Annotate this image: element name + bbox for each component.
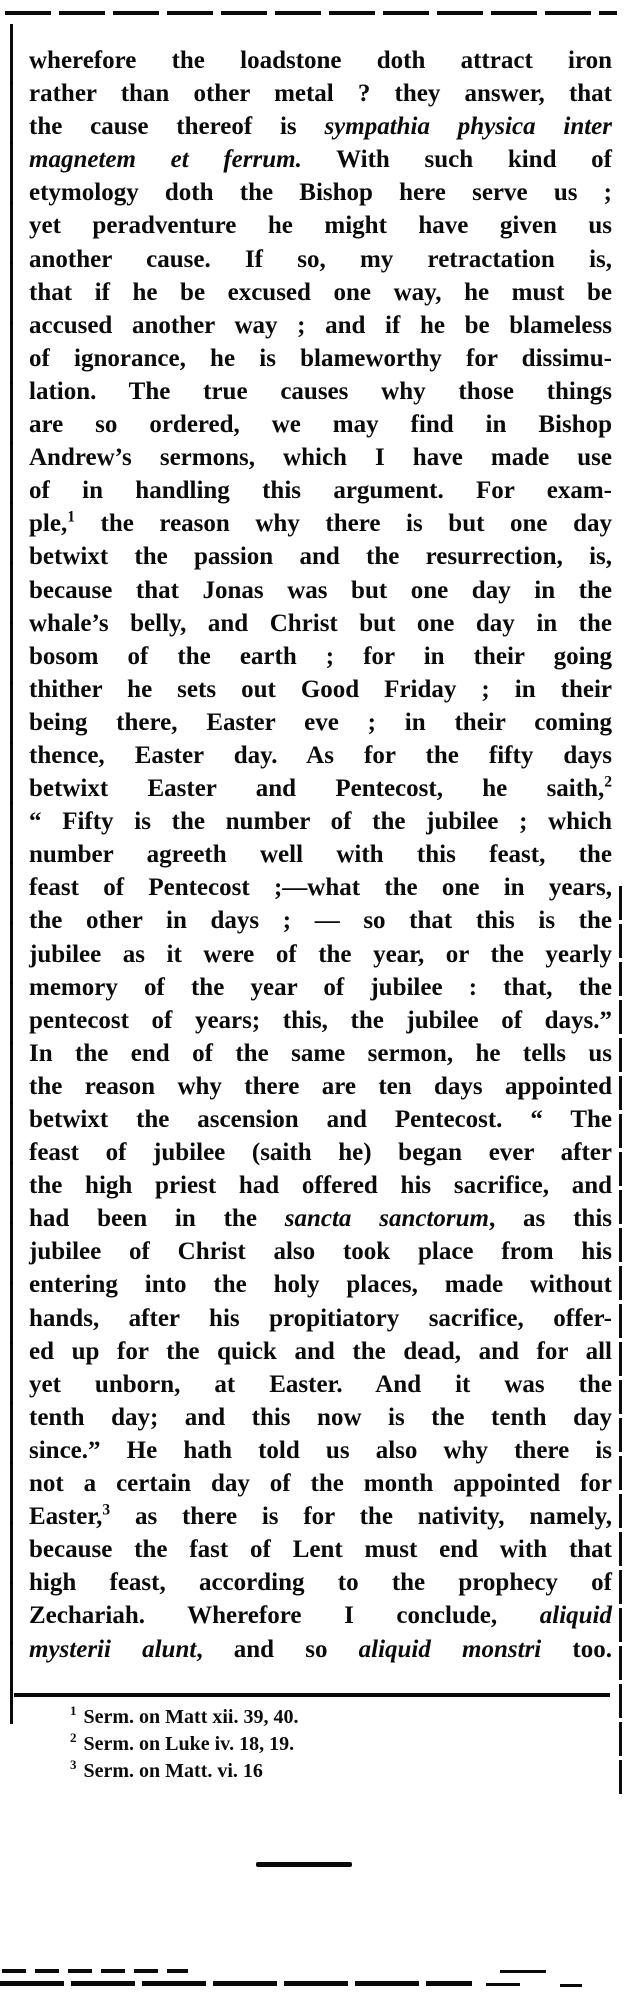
text-line: hands, after his propitiatory sacrifice, offer- [29,1304,612,1332]
text-line: high feast, according to the prophecy of [29,1569,612,1597]
text-line: mysterii alunt, and so aliquid monstri too. [29,1635,612,1663]
footnote-marker: 3 [70,1757,77,1773]
text-line: pentecost of years; this, the jubilee of days.” [29,1006,612,1034]
text-line: ple,$^1$ the reason why there is but one day [29,508,612,538]
footnote-reference: 2 [604,773,612,791]
footnote: $^3$ Serm. on Matt. vi. 16 [70,1757,263,1782]
text-line: the reason why there are ten days appointed [29,1072,612,1100]
text-line: “ Fifty is the number of the jubilee ; which [29,808,612,836]
text-line: memory of the year of jubilee : that, the [29,973,612,1001]
top-border-line [5,11,617,15]
text-line: betwixt Easter and Pentecost, he saith,$^2$ [29,773,612,803]
text-line: ed up for the quick and the dead, and for all [29,1337,612,1365]
text-line: whale’s belly, and Christ but one day in the [29,609,612,637]
scan-fragment [0,1981,472,1986]
text-line: the cause thereof is sympathia physica inter [29,113,612,141]
text-line: magnetem et ferrum. With such kind of [29,146,612,174]
text-line: that if he be excused one way, he must be [29,278,612,306]
text-line: of ignorance, he is blameworthy for dissimu- [29,344,612,372]
text-line: etymology doth the Bishop here serve us ; [29,179,612,207]
text-line: Zechariah. Wherefore I conclude, aliquid [29,1602,612,1630]
text-line: are so ordered, we may find in Bishop [29,411,612,439]
scan-fragment [486,1983,520,1986]
scan-fragment [2,1969,188,1973]
text-line: accused another way ; and if he be blameless [29,311,612,339]
text-line: entering into the holy places, made without [29,1271,612,1299]
text-line: Andrew’s sermons, which I have made use [29,444,612,472]
text-line: of in handling this argument. For exam- [29,477,612,505]
scan-fragment [500,1970,546,1973]
text-line: betwixt the passion and the resurrection, is, [29,543,612,571]
footnote: $^2$ Serm. on Luke iv. 18, 19. [70,1730,295,1755]
text-line: jubilee as it were of the year, or the yearly [29,940,612,968]
text-line: because the fast of Lent must end with that [29,1536,612,1564]
text-line: jubilee of Christ also took place from his [29,1238,612,1266]
text-line: rather than other metal ? they answer, that [29,80,612,108]
footnote-marker: 1 [70,1703,77,1719]
text-line: another cause. If so, my retractation is, [29,245,612,273]
text-line: feast of Pentecost ;—what the one in years, [29,874,612,902]
text-line: being there, Easter eve ; in their coming [29,708,612,736]
footnote: $^1$ Serm. on Matt xii. 39, 40. [70,1703,299,1728]
text-line: lation. The true causes why those things [29,377,612,405]
footnote-reference: 1 [67,508,75,526]
text-line: had been in the sancta sanctorum, as this [29,1205,612,1233]
footnote-reference: 3 [102,1501,111,1519]
text-line: wherefore the loadstone doth attract iron [29,47,612,74]
text-line: In the end of the same sermon, he tells us [29,1039,612,1067]
footnotes [70,1704,590,1785]
text-line: the other in days ; — so that this is the [29,907,612,935]
scan-fragment [560,1984,582,1987]
text-line: because that Jonas was but one day in the [29,576,612,604]
left-border-line [10,24,13,1724]
text-line: thence, Easter day. As for the fifty days [29,741,612,769]
text-line: not a certain day of the month appointed for [29,1470,612,1498]
text-line: bosom of the earth ; for in their going [29,642,612,670]
text-line: since.” He hath told us also why there is [29,1436,612,1464]
text-line: betwixt the ascension and Pentecost. “ The [29,1106,612,1133]
section-end-rule [256,1862,352,1867]
footnote-separator [14,1693,610,1697]
text-line: thither he sets out Good Friday ; in their [29,675,612,703]
text-line: tenth day; and this now is the tenth day [29,1403,612,1431]
text-line: Easter,$^3$ as there is for the nativity, namely, [29,1501,612,1531]
text-line: yet unborn, at Easter. And it was the [29,1370,612,1398]
body-text [29,44,612,1666]
text-line: feast of jubilee (saith he) began ever after [29,1139,612,1167]
footnote-marker: 2 [70,1730,77,1746]
right-border-line [619,886,622,1798]
text-line: number agreeth well with this feast, the [29,841,612,869]
text-line: yet peradventure he might have given us [29,212,612,240]
text-line: the high priest had offered his sacrifice, and [29,1172,612,1200]
